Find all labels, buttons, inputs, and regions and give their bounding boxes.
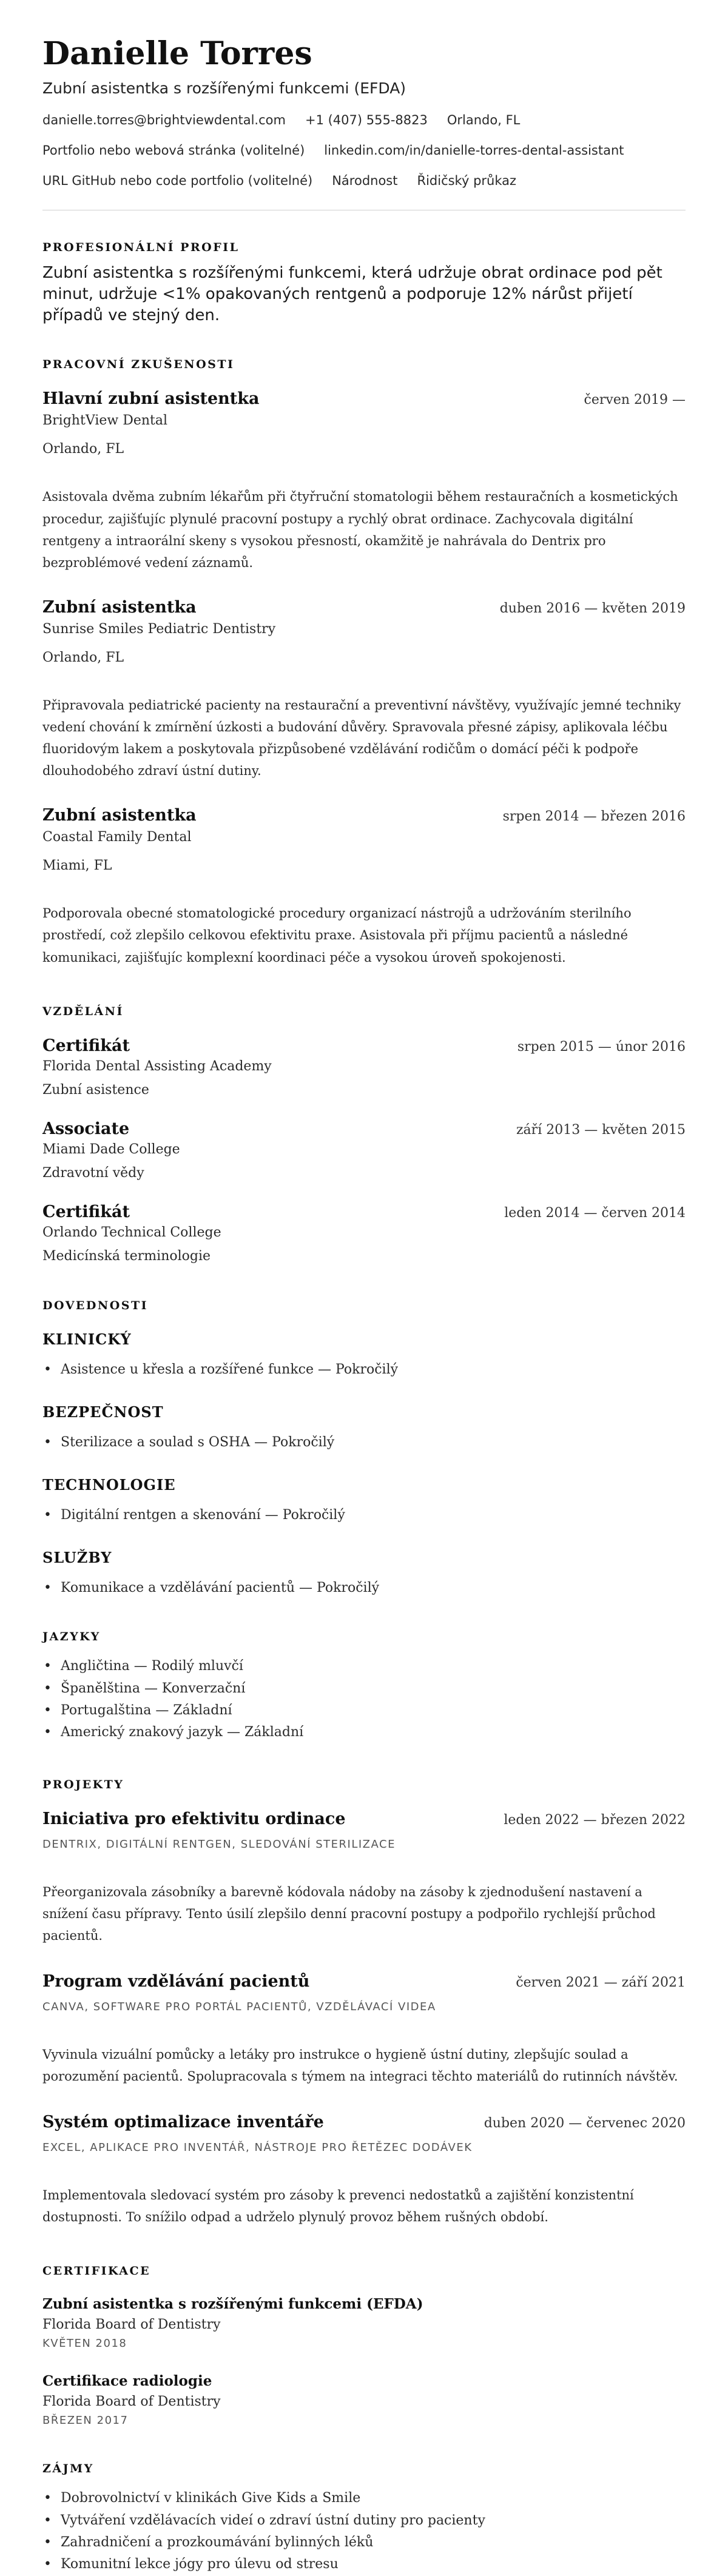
project-name: Iniciativa pro efektivitu ordinace: [42, 1809, 346, 1828]
job-title: Hlavní zubní asistentka: [42, 389, 260, 409]
resume-header: [42, 36, 686, 210]
education-section: [42, 1005, 686, 1264]
interest-item: • Dobrovolnictví v klinikách Give Kids a Smile: [42, 2487, 686, 2509]
job-company: Sunrise Smiles Pediatric Dentistry: [42, 621, 276, 637]
projects-section-title: PROJEKTY: [42, 1777, 124, 1791]
candidate-headline: Zubní asistentka s rozšířenými funkcemi (EFDA): [42, 79, 406, 98]
job-header: [42, 389, 686, 408]
candidate-name: Danielle Torres: [42, 35, 312, 72]
languages-section-title: JAZYKY: [42, 1630, 101, 1644]
education-degree: Associate: [42, 1119, 130, 1138]
education-field: Zubní asistence: [42, 1082, 149, 1098]
interest-item: • Vytváření vzdělávacích videí o zdraví ústní dutiny pro pacienty: [42, 2510, 686, 2532]
skill-category-name: TECHNOLOGIE: [42, 1476, 176, 1494]
job-location: Miami, FL: [42, 858, 112, 874]
project-name: Systém optimalizace inventáře: [42, 2113, 324, 2132]
job-entry: [42, 806, 686, 968]
skill-category-name: SLUŽBY: [42, 1549, 112, 1567]
job-company: BrightView Dental: [42, 413, 168, 429]
education-header: [42, 1202, 686, 1221]
project-header: [42, 2113, 686, 2132]
profile-summary: Zubní asistentka s rozšířenými funkcemi, která udržuje obrat ordinace pod pět minut, udržuje <1% opakovaných rentgenů a podporuje 12% nárůst přijetí případů ve stejný den.: [42, 264, 662, 325]
education-school: Miami Dade College: [42, 1141, 180, 1157]
education-entry: [42, 1119, 686, 1181]
education-header: [42, 1036, 686, 1055]
job-dates: červen 2019 —: [584, 392, 686, 408]
profile-section-title: PROFESIONÁLNÍ PROFIL: [42, 241, 240, 255]
job-header: [42, 806, 686, 825]
language-item: • Španělština — Konverzační: [42, 1678, 686, 1700]
job-dates: duben 2016 — květen 2019: [499, 600, 686, 616]
education-degree: Certifikát: [42, 1036, 130, 1055]
project-entry: [42, 1810, 686, 1947]
contact-row-links: [42, 143, 686, 158]
certification-date: KVĚTEN 2018: [42, 2337, 127, 2350]
job-description: Asistovala dvěma zubním lékařům při čtyřruční stomatologii během restauračních a kosmetických procedur, zajišťujíc plynulé pracovní postupy a rychlý obrat ordinace. Zachycovala digitální rentgeny a intraorální skeny s vysokou přesností, okamžitě je nahrávala do Dentrix pro bezproblémové vedení záznamů.: [42, 489, 678, 570]
project-description: Implementovala sledovací systém pro zásoby k prevenci nedostatků a zajištění konzistentní dostupnosti. To snížilo odpad a udrželo plynulý provoz během rušných období.: [42, 2188, 634, 2225]
project-header: [42, 1972, 686, 1991]
profile-section: [42, 241, 686, 326]
language-list: [42, 1655, 686, 1743]
job-dates: srpen 2014 — březen 2016: [502, 809, 686, 825]
skill-list: [42, 1504, 686, 1526]
education-degree: Certifikát: [42, 1202, 130, 1221]
project-dates: duben 2020 — červenec 2020: [484, 2116, 686, 2132]
job-header: [42, 598, 686, 617]
certification-name: Certifikace radiologie: [42, 2373, 212, 2390]
skill-item: • Sterilizace a soulad s OSHA — Pokročilý: [42, 1432, 686, 1453]
interests-section: [42, 2462, 686, 2575]
project-name: Program vzdělávání pacientů: [42, 1971, 310, 1991]
skills-section-title: DOVEDNOSTI: [42, 1298, 149, 1312]
contact-row-primary: [42, 113, 686, 127]
education-school: Orlando Technical College: [42, 1224, 221, 1240]
certification-issuer: Florida Board of Dentistry: [42, 2394, 221, 2410]
contact-linkedin[interactable]: linkedin.com/in/danielle-torres-dental-assistant: [324, 143, 624, 158]
skill-category-name: KLINICKÝ: [42, 1330, 132, 1348]
language-item: • Portugalština — Základní: [42, 1700, 686, 1722]
project-entry: [42, 1972, 686, 2087]
job-entry: [42, 598, 686, 782]
certification-issuer: Florida Board of Dentistry: [42, 2317, 221, 2333]
contact-row-extra: [42, 173, 686, 188]
projects-section: [42, 1778, 686, 2229]
certification-name: Zubní asistentka s rozšířenými funkcemi (EFDA): [42, 2296, 423, 2313]
education-dates: srpen 2015 — únor 2016: [517, 1039, 686, 1055]
job-title: Zubní asistentka: [42, 806, 197, 825]
job-entry: [42, 389, 686, 573]
contact-email[interactable]: danielle.torres@brightviewdental.com: [42, 113, 286, 128]
certification-entry: [42, 2373, 686, 2427]
education-entry: [42, 1036, 686, 1098]
skill-list: [42, 1359, 686, 1380]
education-section-title: VZDĚLÁNÍ: [42, 1004, 124, 1018]
contact-drivers-license: Řidičský průkaz: [417, 173, 517, 189]
contact-location: Orlando, FL: [447, 113, 521, 128]
contact-portfolio[interactable]: Portfolio nebo webová stránka (volitelné): [42, 143, 305, 158]
job-location: Orlando, FL: [42, 441, 124, 457]
language-item: • Angličtina — Rodilý mluvčí: [42, 1655, 686, 1677]
skill-item: • Komunikace a vzdělávání pacientů — Pokročilý: [42, 1577, 686, 1598]
project-description: Vyvinula vizuální pomůcky a letáky pro instrukce o hygieně ústní dutiny, zlepšujíc soulad a porozumění pacientů. Spolupracovala s týmem na integraci těchto materiálů do rutinních návštěv.: [42, 2047, 678, 2084]
education-dates: září 2013 — květen 2015: [516, 1122, 686, 1138]
project-dates: leden 2022 — březen 2022: [504, 1812, 686, 1828]
contact-github[interactable]: URL GitHub nebo code portfolio (volitelné): [42, 173, 313, 189]
experience-section-title: PRACOVNÍ ZKUŠENOSTI: [42, 358, 235, 372]
project-dates: červen 2021 — září 2021: [516, 1974, 686, 1990]
skills-section: [42, 1299, 686, 1599]
contact-nationality: Národnost: [332, 173, 398, 189]
project-tech: DENTRIX, DIGITÁLNÍ RENTGEN, SLEDOVÁNÍ STERILIZACE: [42, 1837, 396, 1851]
project-tech: EXCEL, APLIKACE PRO INVENTÁŘ, NÁSTROJE PRO ŘETĚZEC DODÁVEK: [42, 2141, 473, 2155]
education-school: Florida Dental Assisting Academy: [42, 1058, 272, 1074]
project-description: Přeorganizovala zásobníky a barevně kódovala nádoby na zásoby k zjednodušení nastavení a snížení času přípravy. Tento úsilí zlepšilo denní pracovní postupy a podpořilo rychlejší průchod pacientů.: [42, 1884, 656, 1943]
education-dates: leden 2014 — červen 2014: [504, 1205, 686, 1221]
job-description: Připravovala pediatrické pacienty na restaurační a preventivní návštěvy, využívajíc jemné techniky vedení chování k zmírnění úzkosti a budování důvěry. Spravovala přesné zápisy, aplikovala léčbu fluoridovým lakem a poskytovala přizpůsobené vzdělávání rodičům o domácí péči k podpoře dlouhodobého zdraví ústní dutiny.: [42, 697, 681, 779]
skill-item: • Asistence u křesla a rozšířené funkce — Pokročilý: [42, 1359, 686, 1380]
skill-list: [42, 1577, 686, 1598]
interests-section-title: ZÁJMY: [42, 2462, 94, 2476]
skill-category-name: BEZPEČNOST: [42, 1403, 164, 1421]
education-field: Medicínská terminologie: [42, 1248, 211, 1264]
project-entry: [42, 2113, 686, 2228]
interest-item: • Komunitní lekce jógy pro úlevu od stresu: [42, 2554, 686, 2575]
job-title: Zubní asistentka: [42, 597, 197, 617]
certification-date: BŘEZEN 2017: [42, 2414, 129, 2427]
job-company: Coastal Family Dental: [42, 830, 192, 845]
certifications-section-title: CERTIFIKACE: [42, 2264, 151, 2278]
interest-list: [42, 2487, 686, 2575]
certifications-section: [42, 2264, 686, 2427]
languages-section: [42, 1630, 686, 1743]
education-header: [42, 1119, 686, 1138]
certification-entry: [42, 2296, 686, 2350]
language-item: • Americký znakový jazyk — Základní: [42, 1722, 686, 1743]
education-field: Zdravotní vědy: [42, 1165, 144, 1181]
skill-item: • Digitální rentgen a skenování — Pokročilý: [42, 1504, 686, 1526]
experience-section: [42, 358, 686, 968]
project-tech: CANVA, SOFTWARE PRO PORTÁL PACIENTŮ, VZDĚLÁVACÍ VIDEA: [42, 2000, 436, 2013]
project-header: [42, 1810, 686, 1828]
skill-list: [42, 1432, 686, 1453]
education-entry: [42, 1202, 686, 1264]
interest-item: • Zahradničení a prozkoumávání bylinných léků: [42, 2532, 686, 2554]
contact-phone[interactable]: +1 (407) 555-8823: [305, 113, 428, 128]
job-location: Orlando, FL: [42, 649, 124, 665]
job-description: Podporovala obecné stomatologické procedury organizací nástrojů a udržováním sterilního prostředí, což zlepšilo celkovou efektivitu praxe. Asistovala při příjmu pacientů a následné komunikaci, zajišťujíc komplexní koordinaci péče a vysokou úroveň spokojenosti.: [42, 906, 632, 965]
